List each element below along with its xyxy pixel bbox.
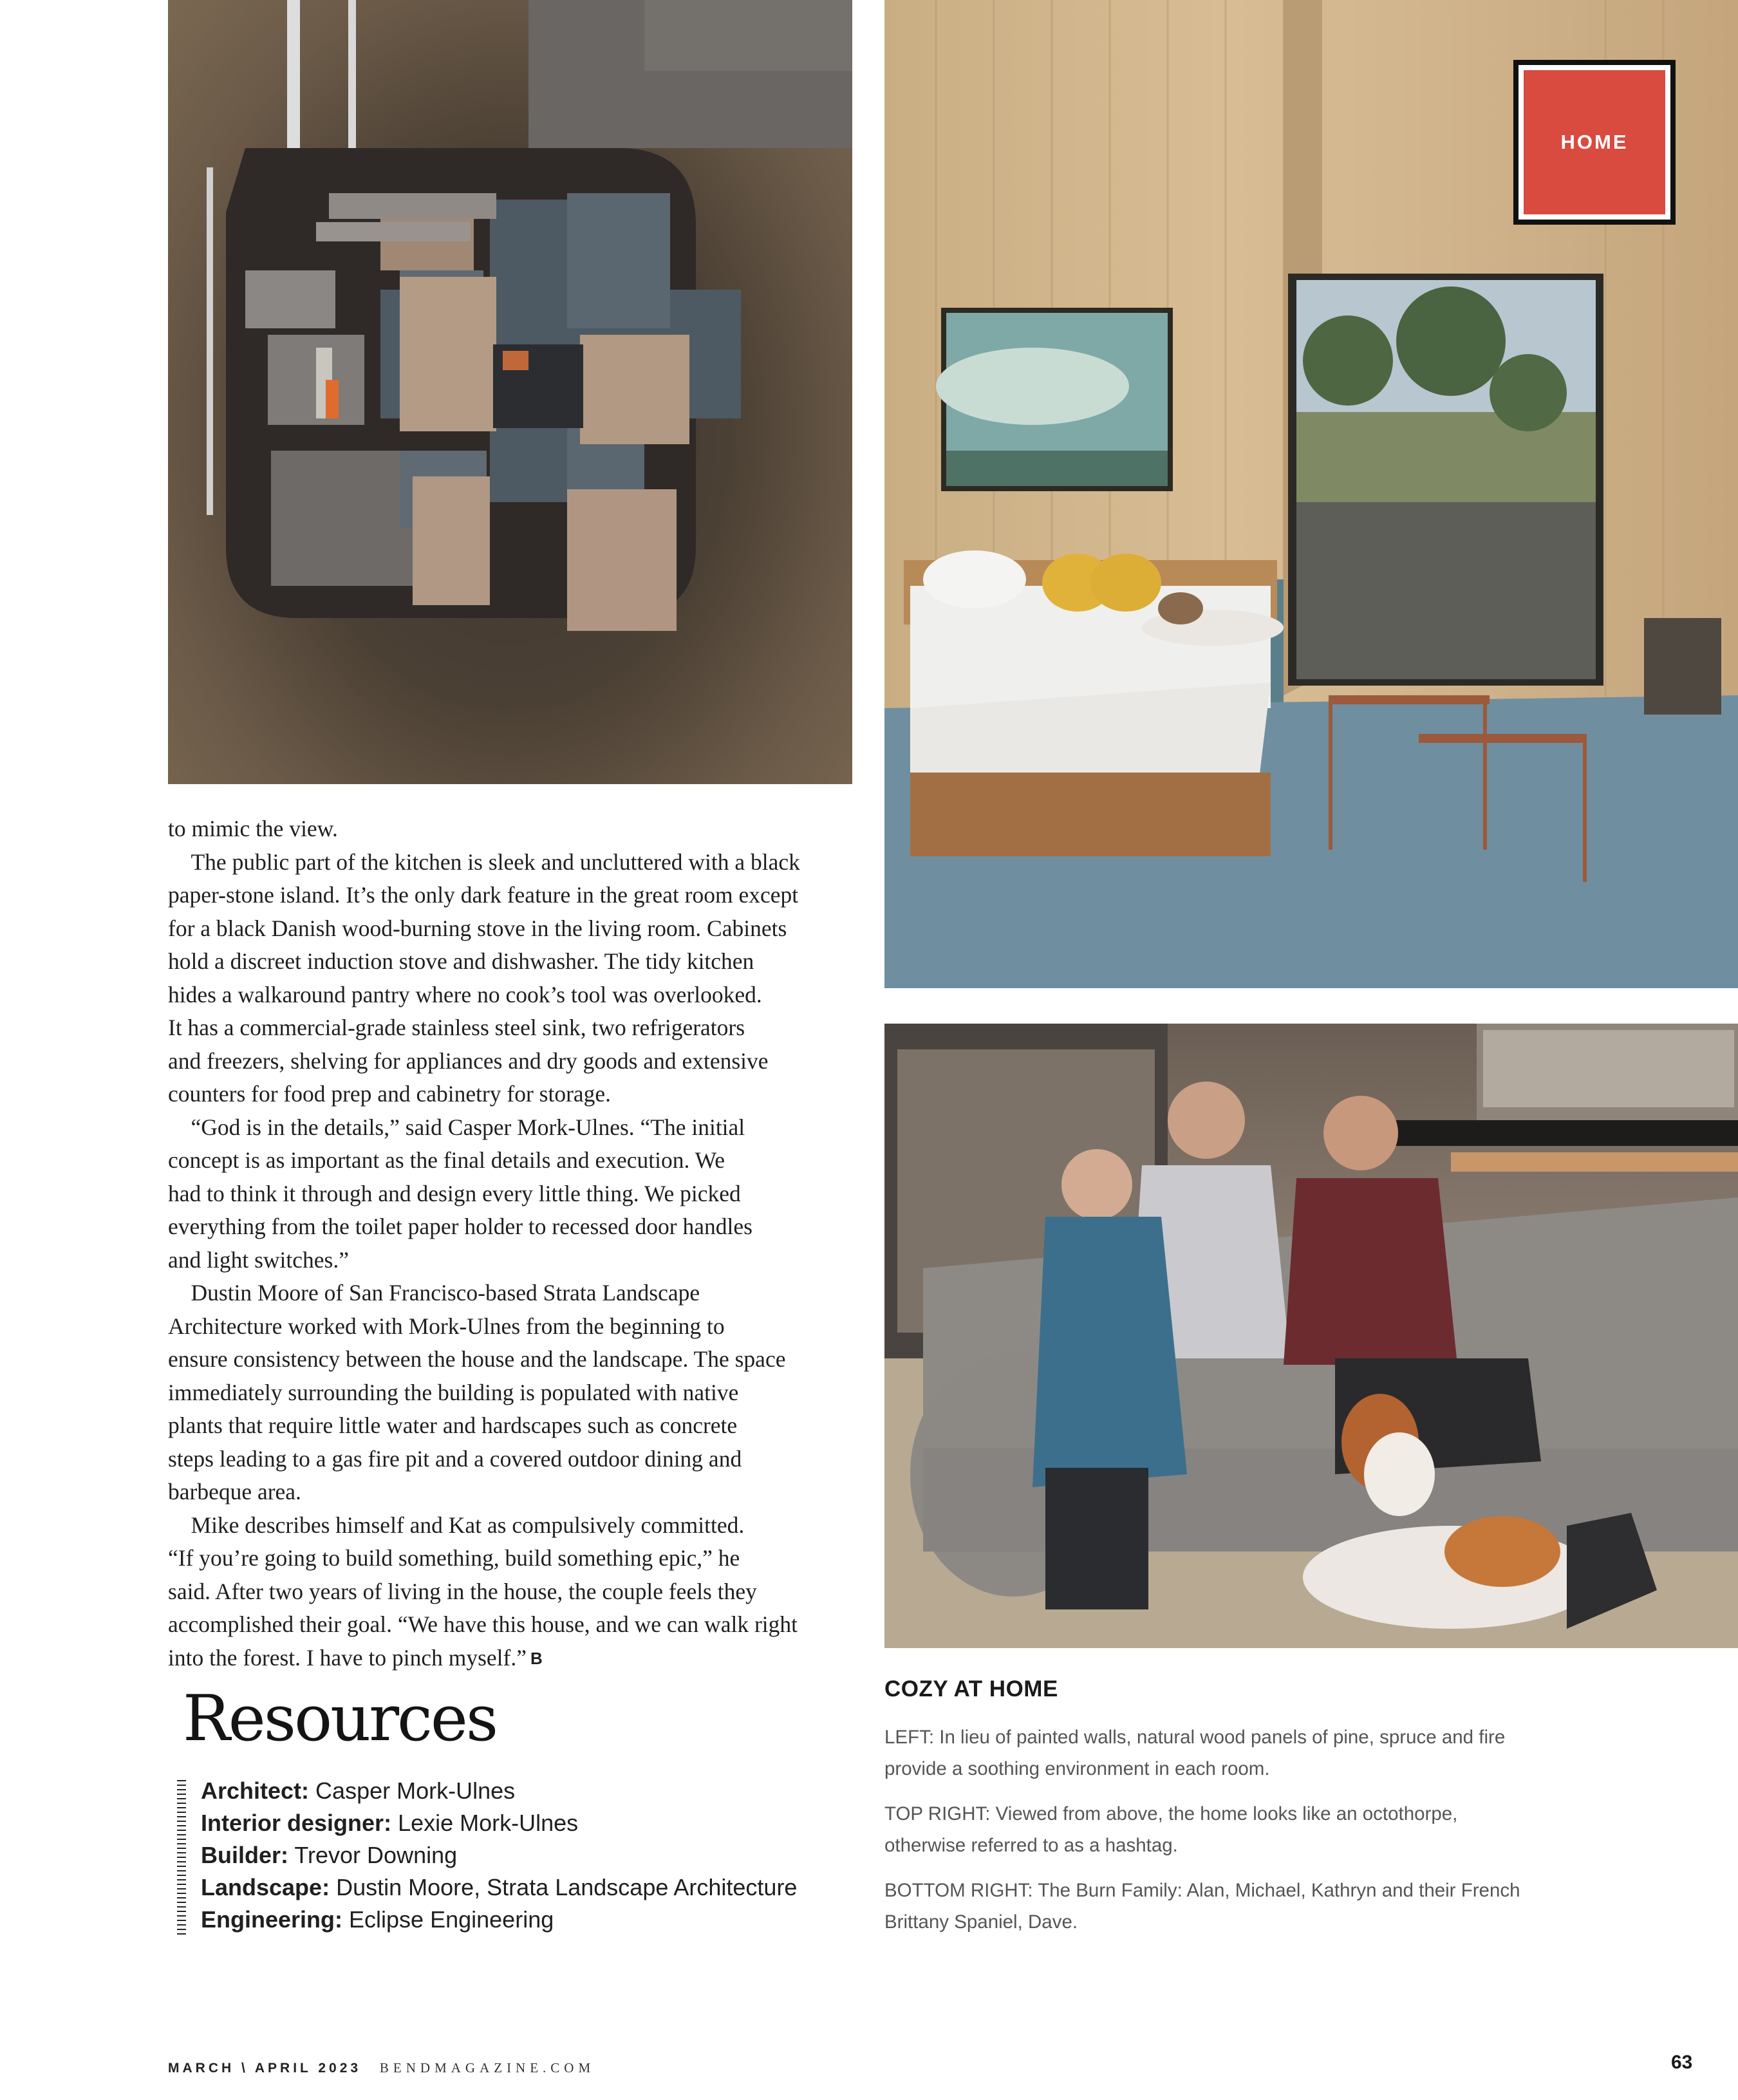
body-line: everything from the toilet paper holder to recessed door handles [168, 1214, 752, 1239]
page-number: 63 [1671, 2052, 1693, 2073]
resource-item-builder [201, 1839, 797, 1871]
aerial-house-photo [168, 0, 852, 784]
caption-bottom-right: BOTTOM RIGHT: The Burn Family: Alan, Michael, Kathryn and their French Brittany Spaniel, Dave. [884, 1880, 1520, 1933]
body-line: barbeque area. [168, 1479, 301, 1505]
resources-title: Resources [183, 1682, 497, 1756]
resource-label: Landscape: [201, 1874, 330, 1900]
caption-heading: COZY AT HOME [884, 1676, 1058, 1702]
body-line: ensure consistency between the house and the landscape. The space [168, 1346, 786, 1372]
resource-value: Dustin Moore, Strata Landscape Architecture [336, 1874, 798, 1900]
section-badge-label: HOME [1560, 131, 1629, 153]
resource-item-interior-designer [201, 1807, 797, 1839]
article-body [168, 812, 857, 1675]
resource-label: Engineering: [201, 1906, 343, 1933]
body-line: into the forest. I have to pinch myself.” [168, 1644, 527, 1671]
footer-issue: MARCH \ APRIL 2023 [168, 2061, 362, 2076]
resource-label: Interior designer: [201, 1810, 392, 1836]
resource-label: Builder: [201, 1842, 289, 1868]
family-photo [884, 1024, 1738, 1648]
body-line: hides a walkaround pantry where no cook’s tool was overlooked. [168, 981, 762, 1008]
resource-item-architect [201, 1775, 797, 1807]
body-line: hold a discreet induction stove and dishwasher. The tidy kitchen [168, 948, 754, 974]
body-line: Mike describes himself and Kat as compulsively committed. [168, 1512, 745, 1538]
resource-item-engineering [201, 1904, 797, 1936]
body-line: plants that require little water and hardscapes such as concrete [168, 1412, 738, 1438]
body-line: had to think it through and design every little thing. We picked [168, 1180, 741, 1206]
resource-item-landscape [201, 1871, 797, 1904]
body-line: It has a commercial-grade stainless steel sink, two refrigerators [168, 1015, 745, 1040]
body-line: and light switches.” [168, 1246, 349, 1273]
body-line: steps leading to a gas fire pit and a covered outdoor dining and [168, 1445, 742, 1472]
body-line: said. After two years of living in the house, the couple feels they [168, 1578, 757, 1604]
end-mark-icon: B [530, 1648, 542, 1668]
body-line: The public part of the kitchen is sleek and uncluttered with a black [168, 848, 800, 875]
body-line: “If you’re going to build something, build something epic,” he [168, 1545, 740, 1571]
caption-left: LEFT: In lieu of painted walls, natural wood panels of pine, spruce and fire provide a soothing environment in each room. [884, 1727, 1506, 1779]
body-line: “God is in the details,” said Casper Mork-Ulnes. “The initial [168, 1114, 745, 1140]
resource-value: Eclipse Engineering [349, 1906, 554, 1933]
body-line-last [168, 1642, 857, 1676]
resource-value: Lexie Mork-Ulnes [398, 1810, 579, 1836]
page-footer [168, 2060, 595, 2076]
body-line: to mimic the view. [168, 816, 338, 841]
footer-site: BENDMAGAZINE.COM [379, 2060, 595, 2076]
body-line: Dustin Moore of San Francisco-based Strata Landscape [168, 1280, 700, 1306]
body-line: Architecture worked with Mork-Ulnes from the beginning to [168, 1313, 725, 1339]
body-line: accomplished their goal. “We have this house, and we can walk right [168, 1611, 798, 1637]
body-line: counters for food prep and cabinetry for storage. [168, 1081, 612, 1107]
section-badge [1513, 60, 1676, 225]
resources-decorative-bar [177, 1780, 186, 1935]
body-line: and freezers, shelving for appliances and dry goods and extensive [168, 1047, 769, 1074]
body-line: immediately surrounding the building is populated with native [168, 1379, 739, 1405]
caption-top-right: TOP RIGHT: Viewed from above, the home looks like an octothorpe, otherwise referred to as a hashtag. [884, 1803, 1458, 1856]
resource-value: Casper Mork-Ulnes [315, 1777, 516, 1804]
resource-value: Trevor Downing [294, 1842, 458, 1868]
resource-label: Architect: [201, 1777, 310, 1804]
body-line: paper-stone island. It’s the only dark feature in the great room except [168, 882, 799, 908]
resources-list [201, 1775, 797, 1936]
body-line: for a black Danish wood-burning stove in the living room. Cabinets [168, 915, 787, 941]
body-line: concept is as important as the final details and execution. We [168, 1147, 725, 1173]
